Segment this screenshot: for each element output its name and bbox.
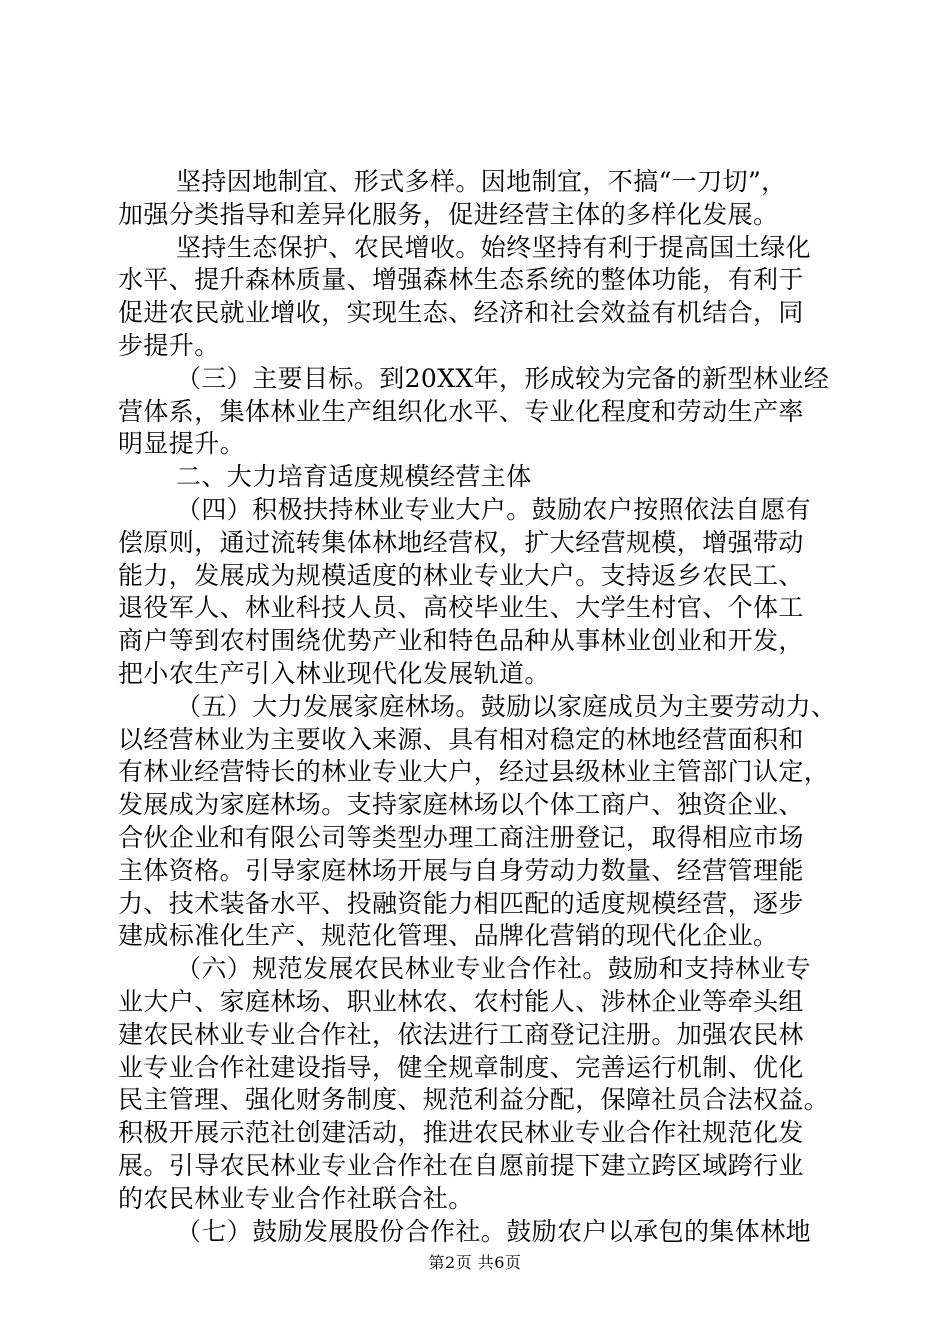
text-line: 展。引导农民林业专业合作社在自愿前提下建立跨区域跨行业 — [118, 1150, 804, 1180]
text-line: （三）主要目标。到20XX年，形成较为完备的新型林业经 — [176, 363, 830, 393]
text-line: 能力，发展成为规模适度的林业专业大户。支持返乡农民工、 — [118, 560, 804, 590]
text-line: 二、大力培育适度规模经营主体 — [176, 462, 532, 492]
text-line: 促进农民就业增收，实现生态、经济和社会效益有机结合，同 — [118, 298, 804, 328]
text-line: 主体资格。引导家庭林场开展与自身劳动力数量、经营管理能 — [118, 855, 804, 885]
text-line: 力、技术装备水平、投融资能力相匹配的适度规模经营，逐步 — [118, 888, 804, 918]
text-line: 积极开展示范社创建活动，推进农民林业专业合作社规范化发 — [118, 1118, 804, 1148]
text-line: 发展成为家庭林场。支持家庭林场以个体工商户、独资企业、 — [118, 790, 804, 820]
text-line: 业专业合作社建设指导，健全规章制度、完善运行机制、优化 — [118, 1052, 804, 1082]
text-line: 加强分类指导和差异化服务，促进经营主体的多样化发展。 — [118, 199, 779, 229]
text-line: 合伙企业和有限公司等类型办理工商注册登记，取得相应市场 — [118, 822, 804, 852]
text-line: 有林业经营特长的林业专业大户，经过县级林业主管部门认定， — [118, 757, 830, 787]
text-line: （六）规范发展农民林业专业合作社。鼓励和支持林业专 — [176, 954, 812, 984]
text-line: 营体系，集体林业生产组织化水平、专业化程度和劳动生产率 — [118, 396, 804, 426]
text-line: 明显提升。 — [118, 429, 246, 459]
text-line: 商户等到农村围绕优势产业和特色品种从事林业创业和开发， — [118, 626, 804, 656]
text-line: （七）鼓励发展股份合作社。鼓励农户以承包的集体林地 — [176, 1216, 812, 1246]
text-line: 以经营林业为主要收入来源、具有相对稳定的林地经营面积和 — [118, 724, 804, 754]
text-line: （五）大力发展家庭林场。鼓励以家庭成员为主要劳动力、 — [176, 691, 837, 721]
document-body — [118, 166, 848, 1248]
text-line: 把小农生产引入林业现代化发展轨道。 — [118, 658, 550, 688]
text-line: 坚持生态保护、农民增收。始终坚持有利于提高国土绿化 — [176, 232, 812, 262]
page-number-label: 第2页 共6页 — [428, 1253, 522, 1272]
text-line: 水平、提升森林质量、增强森林生态系统的整体功能，有利于 — [118, 265, 804, 295]
text-line: 的农民林业专业合作社联合社。 — [118, 1183, 474, 1213]
text-line: 建农民林业专业合作社，依法进行工商登记注册。加强农民林 — [118, 1019, 804, 1049]
text-line: 建成标准化生产、规范化管理、品牌化营销的现代化企业。 — [118, 921, 779, 951]
text-line: （四）积极扶持林业专业大户。鼓励农户按照依法自愿有 — [176, 494, 812, 524]
text-line: 民主管理、强化财务制度、规范利益分配，保障社员合法权益。 — [118, 1085, 830, 1115]
text-line: 步提升。 — [118, 330, 220, 360]
text-line: 偿原则，通过流转集体林地经营权，扩大经营规模，增强带动 — [118, 527, 804, 557]
text-line: 退役军人、林业科技人员、高校毕业生、大学生村官、个体工 — [118, 593, 804, 623]
text-line: 业大户、家庭林场、职业林农、农村能人、涉林企业等牵头组 — [118, 986, 804, 1016]
page-footer — [0, 1250, 950, 1273]
text-line: 坚持因地制宜、形式多样。因地制宜，不搞“一刀切”， — [176, 167, 787, 196]
